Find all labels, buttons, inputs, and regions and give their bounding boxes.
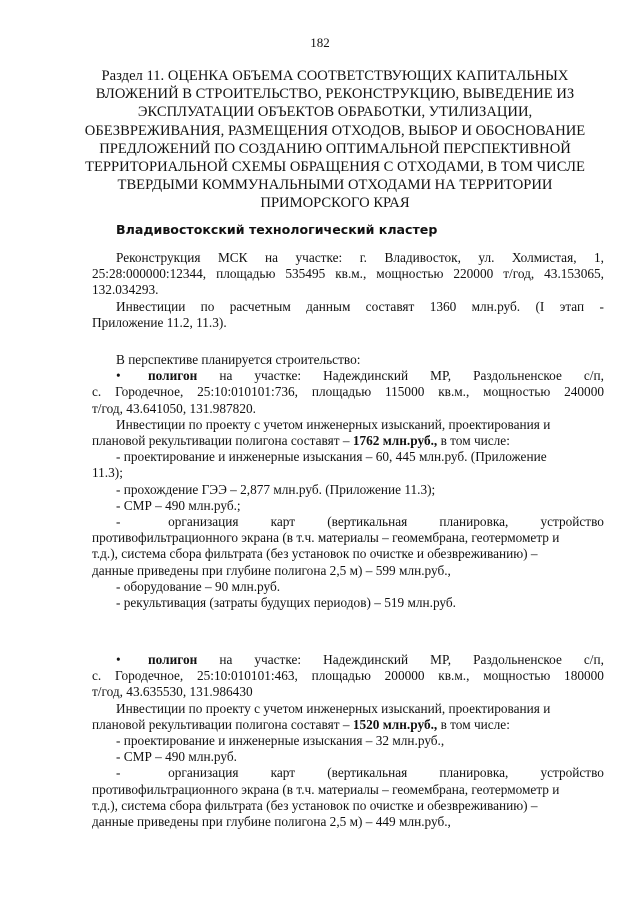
design-cost-line-1: - проектирование и инженерные изыскания – 60, 445 млн.руб. (Приложение <box>116 449 547 465</box>
landfill-2-line-2: с. Городечное, 25:10:010101:463, площадью 200000 кв.м., мощностью 180000 <box>92 668 604 684</box>
cluster-section <box>92 222 604 238</box>
landfill-1-section <box>92 352 604 611</box>
cards-line-3: т.д.), система сбора фильтрата (без установок по очистке и обезвреживанию) – <box>92 797 538 813</box>
smr-cost: - СМР – 490 млн.руб. <box>116 749 237 765</box>
title-line: ПРИМОРСКОГО КРАЯ <box>260 195 410 212</box>
invest-total: 1762 млн.руб., <box>352 433 438 449</box>
cards-line-1: - организация карт (вертикальная планировка, устройство <box>116 514 604 530</box>
landfill-1-line-2: с. Городечное, 25:10:010101:736, площадью 115000 кв.м., мощностью 240000 <box>92 384 604 400</box>
recultivation-cost: - рекультивация (затраты будущих периодов) – 519 млн.руб. <box>116 595 456 611</box>
design-cost-line-2: 11.3); <box>92 465 123 481</box>
cards-line-2: противофильтрационного экрана (в т.ч. материалы – геомембрана, геотермометр и <box>92 781 560 797</box>
title-line: ПРЕДЛОЖЕНИЙ ПО СОЗДАНИЮ ОПТИМАЛЬНОЙ ПЕРСПЕКТИВНОЙ <box>99 140 571 157</box>
msk-line-2: 25:28:000000:12344, площадью 535495 кв.м., мощностью 220000 т/год, 43.153065, <box>92 266 604 282</box>
msk-invest-line-1: Инвестиции по расчетным данным составят 1360 млн.руб. (I этап - <box>116 298 604 314</box>
bullet-icon: • <box>116 652 121 667</box>
title-line: ВЛОЖЕНИЙ В СТРОИТЕЛЬСТВО, РЕКОНСТРУКЦИЮ, ВЫВЕДЕНИЕ ИЗ <box>95 86 575 103</box>
smr-cost: - СМР – 490 млн.руб.; <box>116 497 241 513</box>
landfill-2-invest-line-2: плановой рекультивации полигона составят – 1520 млн.руб., в том числе: <box>92 716 510 732</box>
landfill-1-line-1: • полигон на участке: Надеждинский МР, Раздольненское с/п, <box>116 368 604 384</box>
title-line: ЭКСПЛУАТАЦИИ ОБЪЕКТОВ ОБРАБОТКИ, УТИЛИЗАЦИИ, <box>137 104 533 121</box>
cards-line-4: данные приведены при глубине полигона 2,5 м) – 449 млн.руб., <box>92 814 451 830</box>
landfill-2-section <box>92 652 604 830</box>
landfill-2-line-3: т/год, 43.635530, 131.986430 <box>92 684 253 700</box>
landfill-1-invest-line-1: Инвестиции по проекту с учетом инженерных изысканий, проектирования и <box>116 416 551 432</box>
cards-line-2: противофильтрационного экрана (в т.ч. материалы – геомембрана, геотермометр и <box>92 530 560 546</box>
plan-intro: В перспективе планируется строительство: <box>116 352 361 367</box>
title-line: Раздел 11. ОЦЕНКА ОБЪЕМА СООТВЕТСТВУЮЩИХ КАПИТАЛЬНЫХ <box>101 68 569 84</box>
section-title <box>80 67 590 213</box>
title-line: ТВЕРДЫМИ КОММУНАЛЬНЫМИ ОТХОДАМИ НА ТЕРРИТОРИИ <box>117 177 553 194</box>
bullet-icon: • <box>116 368 121 384</box>
cards-line-4: данные приведены при глубине полигона 2,5 м) – 599 млн.руб., <box>92 562 451 578</box>
landfill-2-invest-line-1: Инвестиции по проекту с учетом инженерных изысканий, проектирования и <box>116 700 551 716</box>
landfill-1-invest-line-2: плановой рекультивации полигона составят – 1762 млн.руб., в том числе: <box>92 433 510 449</box>
landfill-label: полигон <box>148 652 198 667</box>
landfill-1-line-3: т/год, 43.641050, 131.987820. <box>92 400 256 416</box>
cluster-heading: Владивостокский технологический кластер <box>116 222 438 237</box>
invest-total: 1520 млн.руб., <box>352 716 438 732</box>
title-line: ОБЕЗВРЕЖИВАНИЯ, РАЗМЕЩЕНИЯ ОТХОДОВ, ВЫБОР И ОБОСНОВАНИЕ <box>84 122 586 139</box>
design-cost: - проектирование и инженерные изыскания – 32 млн.руб., <box>116 733 445 749</box>
cards-line-1: - организация карт (вертикальная планировка, устройство <box>116 765 604 781</box>
msk-invest-line-2: Приложение 11.2, 11.3). <box>92 314 227 330</box>
page-number: 182 <box>310 35 330 50</box>
landfill-label: полигон <box>148 368 198 384</box>
msk-line-3: 132.034293. <box>92 282 159 298</box>
msk-line-1: Реконструкция МСК на участке: г. Владивосток, ул. Холмистая, 1, <box>116 250 604 265</box>
msk-paragraph <box>92 250 604 331</box>
landfill-2-line-1: • полигон на участке: Надеждинский МР, Раздольненское с/п, <box>116 652 604 667</box>
cards-line-3: т.д.), система сбора фильтрата (без установок по очистке и обезвреживанию) – <box>92 546 538 562</box>
expertise-cost: - прохождение ГЭЭ – 2,877 млн.руб. (Приложение 11.3); <box>116 481 436 497</box>
equipment-cost: - оборудование – 90 млн.руб. <box>116 578 281 594</box>
title-line: ТЕРРИТОРИАЛЬНОЙ СХЕМЫ ОБРАЩЕНИЯ С ОТХОДАМИ, В ТОМ ЧИСЛЕ <box>85 159 585 176</box>
